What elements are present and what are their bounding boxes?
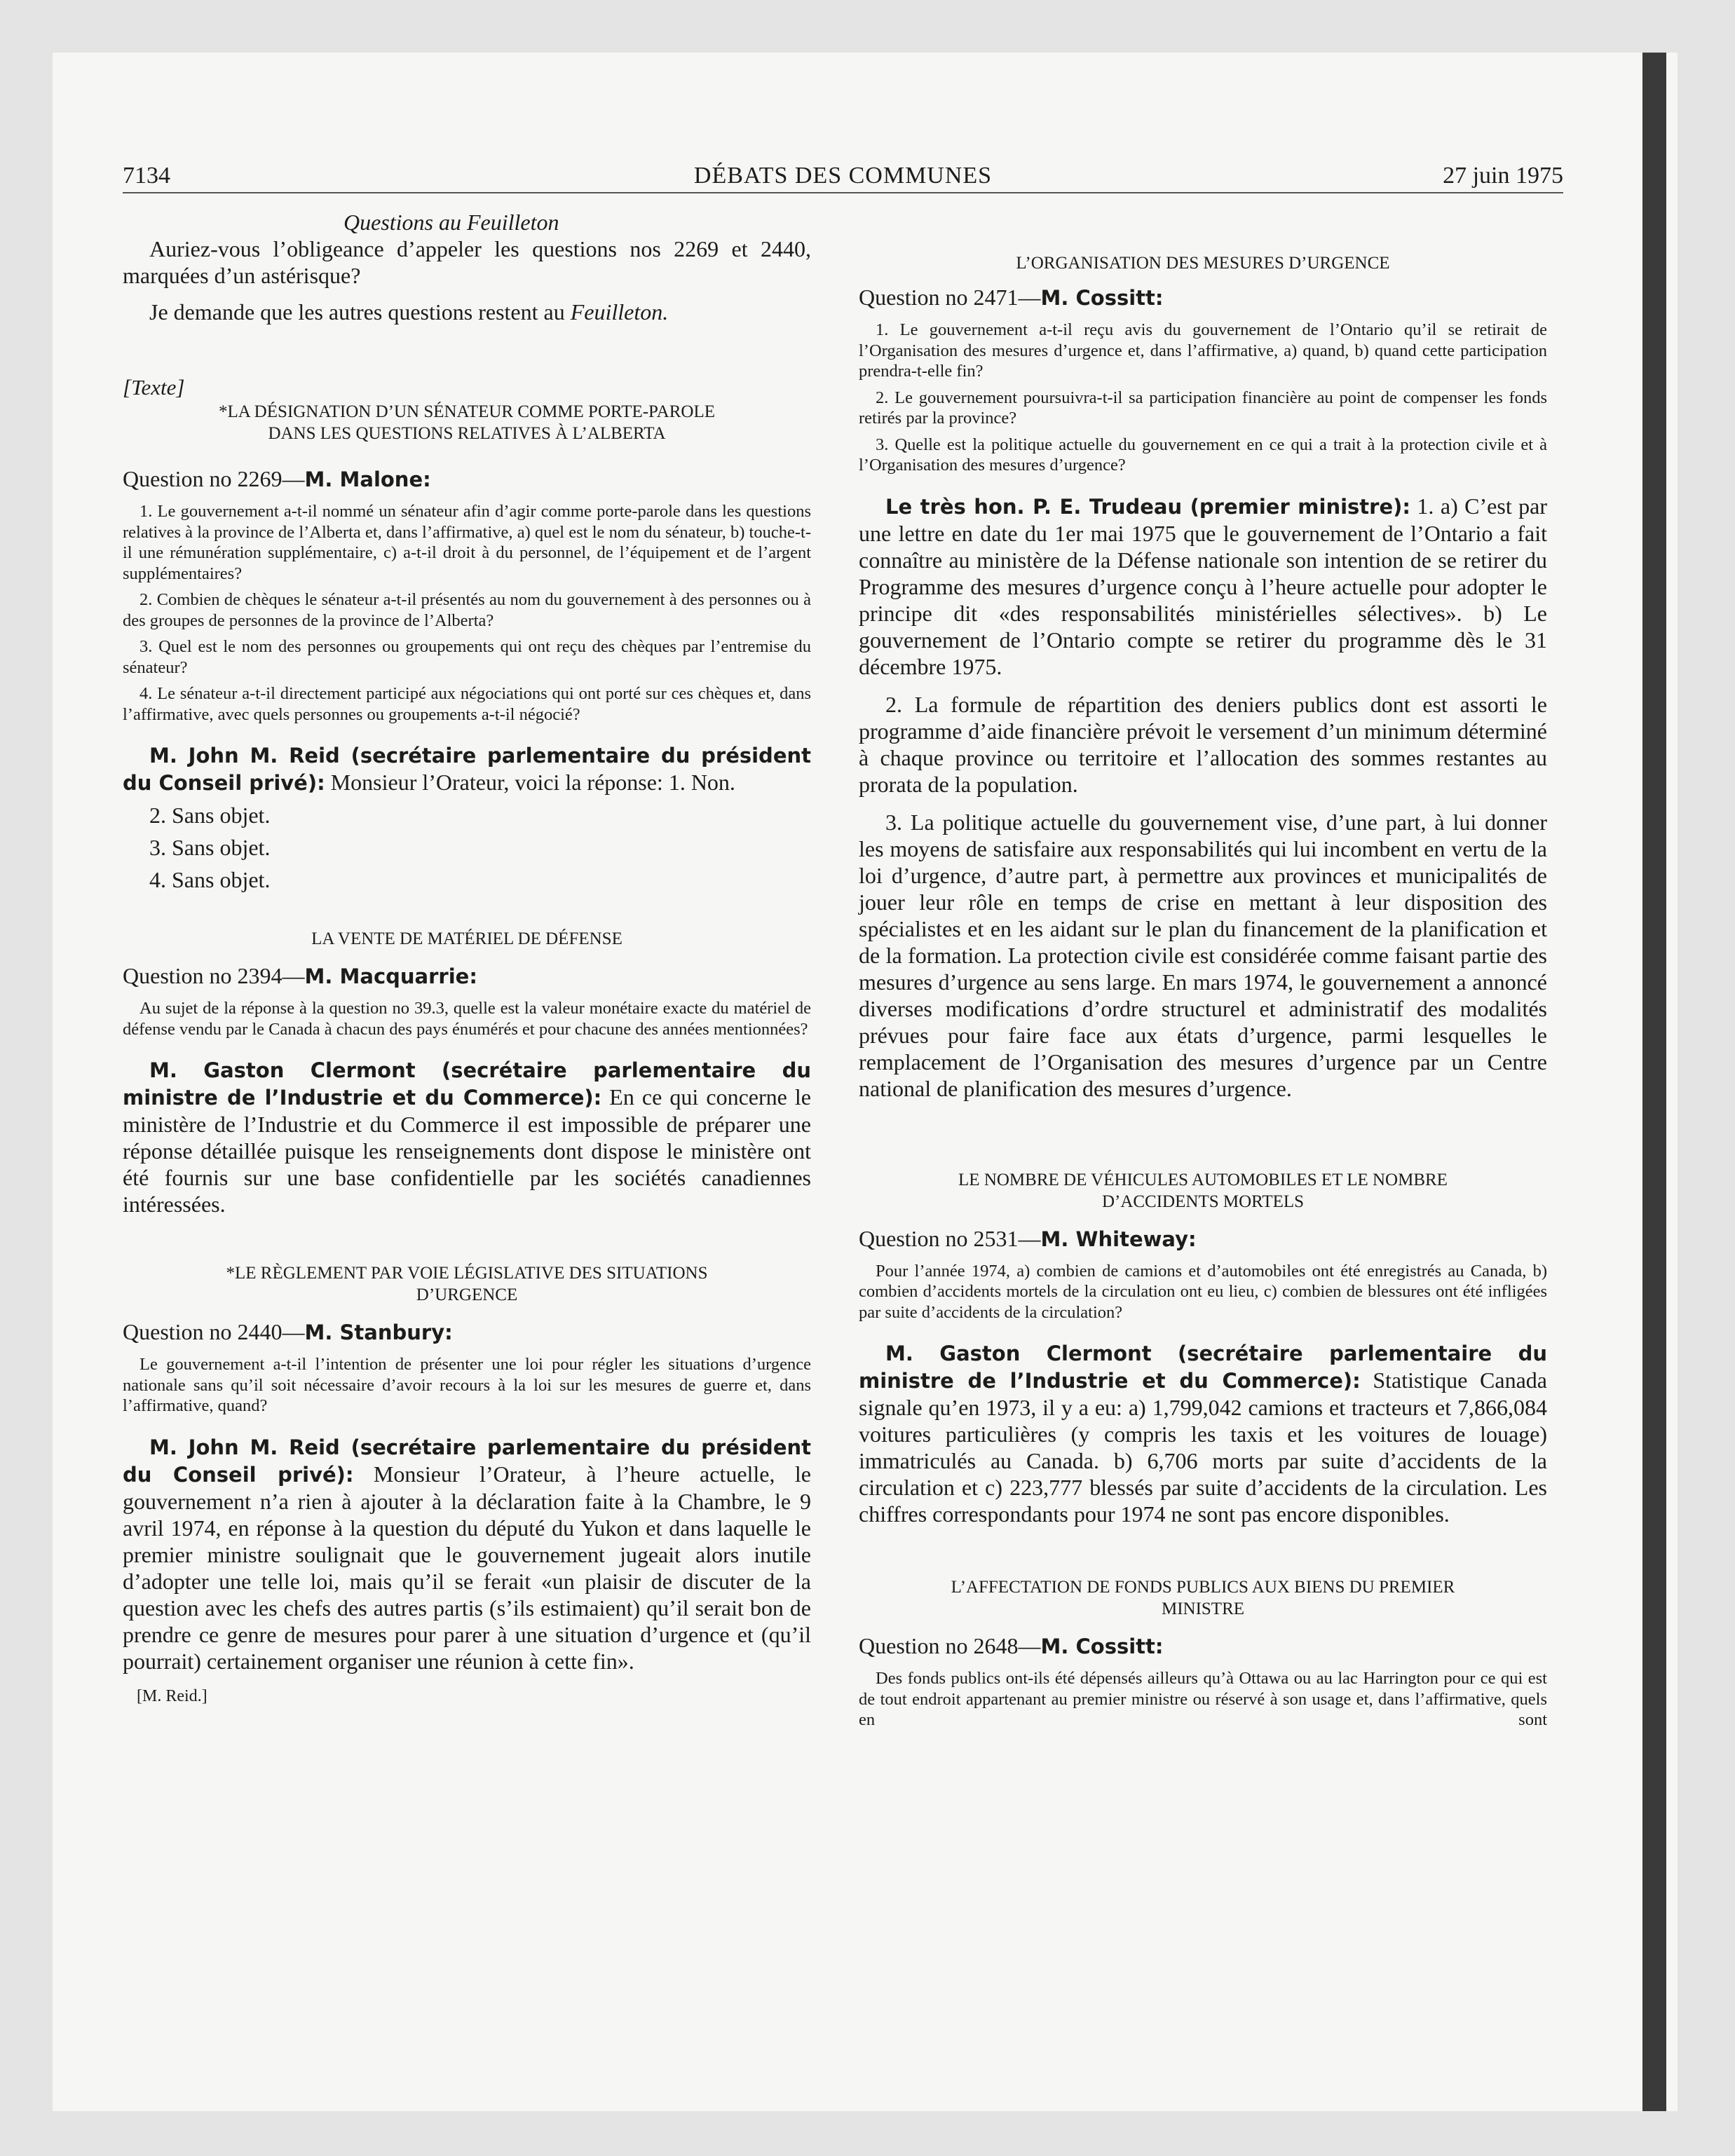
texte-label: [Texte]: [123, 375, 185, 400]
question-item: Le gouvernement a-t-il l’intention de présenter une loi pour régler les situations d’urgence nationale sans qu’il soit nécessaire d’avoir recours à la loi sur les mesures de guerre et, dans l’affirmative, quand?: [123, 1355, 811, 1415]
section-heading: LE NOMBRE DE VÉHICULES AUTOMOBILES ET LE NOMBRE: [958, 1170, 1448, 1189]
question-item: 2. Le gouvernement poursuivra-t-il sa participation financière au point de compenser les fonds retirés par la province?: [859, 388, 1547, 428]
answer-paragraph: M. John M. Reid (secrétaire parlementaire du président du Conseil privé): Monsieur l’Orateur, à l’heure actuelle, le gouvernement n’a rien à ajouter à la déclaration faite à la Chambre, le 9 avril 1974, en réponse à la question du député du Yukon et dans laquelle le premier ministre soulignait que le gouvernement jugeait alors inutile d’adopter une telle loi, mais qu’il se ferait «un plaisir de discuter de la question avec les chefs des autres partis (s’ils estimaient) qu’il serait bon de prendre ce genre de mesures pour parer à une situation d’urgence et (qu’il pourrait) certainement organiser une réunion à cette fin».: [123, 1435, 812, 1674]
question-line: Question no 2531—M. Whiteway:: [859, 1225, 1197, 1251]
question-item: Des fonds publics ont-ils été dépensés ailleurs qu’à Ottawa ou au lac Harrington pour ce qui est de tout endroit appartenant au premier ministre ou réservé à son usage et, dans l’affirmative, quels en sont: [859, 1669, 1547, 1729]
answer-item: 3. Sans objet.: [149, 835, 271, 860]
intro-paragraph: Auriez-vous l’obligeance d’appeler les questions nos 2269 et 2440, marquées d’un astérisque?: [123, 236, 811, 288]
section-heading: LA VENTE DE MATÉRIEL DE DÉFENSE: [311, 929, 622, 948]
answer-paragraph: M. Gaston Clermont (secrétaire parlementaire du ministre de l’Industrie et du Commerce): Statistique Canada signale qu’en 1973, il y a eu: a) 1,799,042 camions et tracteurs et 7,866,084 voitures particulières (y compris les taxis et les voitures de louage) immatriculés au Canada. b) 6,706 morts par suite d’accidents de la circulation et c) 223,777 blessés par suite d’accidents de la circulation. Les chiffres correspondants pour 1974 ne sont pas encore disponibles.: [859, 1342, 1547, 1527]
section-heading: D’URGENCE: [416, 1285, 518, 1304]
question-item: Au sujet de la réponse à la question no 39.3, quelle est la valeur monétaire exacte du matériel de défense vendu par le Canada à chacun des pays énumérés et pour chacune des années mentionnées?: [123, 999, 811, 1039]
question-line: Question no 2648—M. Cossitt:: [859, 1633, 1164, 1658]
intro-paragraph-2: Je demande que les autres questions restent au Feuilleton.: [149, 299, 669, 325]
section-heading: DANS LES QUESTIONS RELATIVES À L’ALBERTA: [268, 424, 666, 443]
page-number: 7134: [123, 163, 170, 189]
section-title: Questions au Feuilleton: [343, 210, 559, 235]
answer-paragraph: Le très hon. P. E. Trudeau (premier ministre): 1. a) C’est par une lettre en date du 1er mai 1975 que le gouvernement de l’Ontario a fait connaître au ministère de la Défense nationale son intention de se retirer du Programme des mesures d’urgence conçu à l’heure actuelle pour adopter le principe dit «des responsabilités ministérielles sélectives». b) Le gouvernement de l’Ontario compte se retirer du programme dès le 31 décembre 1975.: [859, 493, 1548, 679]
answer-paragraph: M. Gaston Clermont (secrétaire parlementaire du ministre de l’Industrie et du Commerce): En ce qui concerne le ministère de l’Industrie et du Commerce il est impossible de préparer une réponse détaillée puisque les renseignements dont dispose le ministère ont été fournis sur une base confidentielle par les sociétés canadiennes intéressées.: [123, 1058, 811, 1217]
section-heading: *LA DÉSIGNATION D’UN SÉNATEUR COMME PORTE-PAROLE: [218, 402, 715, 421]
publication-title: DÉBATS DES COMMUNES: [693, 163, 993, 189]
section-heading: *LE RÈGLEMENT PAR VOIE LÉGISLATIVE DES SITUATIONS: [226, 1264, 708, 1283]
question-item: 1. Le gouvernement a-t-il nommé un sénateur afin d’agir comme porte-parole dans les questions relatives à la province de l’Alberta et, dans l’affirmative, a) quel est le nom du sénateur, b) touche-t-il une rémunération supplémentaire, c) a-t-il droit à du personnel, de l’équipement et de l’argent supplémentaires?: [123, 502, 811, 583]
answer-paragraph: M. John M. Reid (secrétaire parlementaire du président du Conseil privé): Monsieur l’Orateur, voici la réponse: 1. Non.: [123, 744, 811, 795]
scan-edge-shadow: [1642, 53, 1666, 2111]
answer-item: 2. Sans objet.: [149, 803, 271, 828]
section-heading: D’ACCIDENTS MORTELS: [1101, 1192, 1305, 1211]
right-column: [859, 209, 1547, 1736]
left-column: [123, 209, 811, 1706]
answer-paragraph: 3. La politique actuelle du gouvernement vise, d’une part, à lui donner les moyens de satisfaire aux responsabilités qui lui incombent en vertu de la loi d’urgence, d’autre part, à permettre aux provinces et municipalités de jouer leur rôle en temps de crise en mettant à leur disposition des spécialistes et en les aidant sur le plan du financement de la planification et de la formation. La protection civile est considérée comme faisant partie des mesures d’urgence au sens large. En mars 1974, le gouvernement a annoncé diverses modifications d’ordre structurel et administratif des modalités prévues pour faire face aux états d’urgence, parmi lesquelles le remplacement de l’Organisation des mesures d’urgence par un Centre national de planification des mesures d’urgence.: [859, 809, 1547, 1101]
section-heading: L’AFFECTATION DE FONDS PUBLICS AUX BIENS DU PREMIER: [951, 1578, 1455, 1597]
issue-date: 27 juin 1975: [1443, 163, 1563, 189]
question-item: 2. Combien de chèques le sénateur a-t-il présentés au nom du gouvernement à des personnes ou à des groupes de personnes de la province de l’Alberta?: [123, 590, 811, 630]
question-line: Question no 2440—M. Stanbury:: [123, 1319, 453, 1344]
speaker-tag: [M. Reid.]: [137, 1686, 207, 1705]
answer-item: 4. Sans objet.: [149, 867, 271, 892]
question-line: Question no 2471—M. Cossitt:: [859, 285, 1164, 310]
question-item: 3. Quel est le nom des personnes ou groupements qui ont reçu des chèques par l’entremise du sénateur?: [123, 637, 811, 677]
running-header: [123, 163, 1563, 193]
section-heading: L’ORGANISATION DES MESURES D’URGENCE: [1016, 254, 1390, 273]
question-line: Question no 2269—M. Malone:: [123, 466, 431, 491]
question-item: Pour l’année 1974, a) combien de camions et d’automobiles ont été enregistrés au Canada, b) combien d’accidents mortels de la circulation ont eu lieu, c) combien de blessures ont été infligées par suite d’accidents de la circulation?: [859, 1261, 1547, 1322]
section-heading: MINISTRE: [1161, 1599, 1245, 1618]
answer-paragraph: 2. La formule de répartition des deniers publics dont est assorti le programme d’aide financière prévoit le versement d’un minimum déterminé à chaque province ou territoire et l’allocation des sommes restantes au prorata de la population.: [859, 691, 1547, 797]
question-item: 3. Quelle est la politique actuelle du gouvernement en ce qui a trait à la protection civile et à l’Organisation des mesures d’urgence?: [859, 435, 1547, 475]
question-item: 1. Le gouvernement a-t-il reçu avis du gouvernement de l’Ontario qu’il se retirait de l’Organisation des mesures d’urgence et, dans l’affirmative, a) quand, b) quand cette participation prendra-t-elle fin?: [859, 320, 1547, 381]
question-item: 4. Le sénateur a-t-il directement participé aux négociations qui ont porté sur ces chèques et, dans l’affirmative, avec quels personnes ou groupements a-t-il négocié?: [123, 684, 811, 724]
question-line: Question no 2394—M. Macquarrie:: [123, 963, 477, 988]
